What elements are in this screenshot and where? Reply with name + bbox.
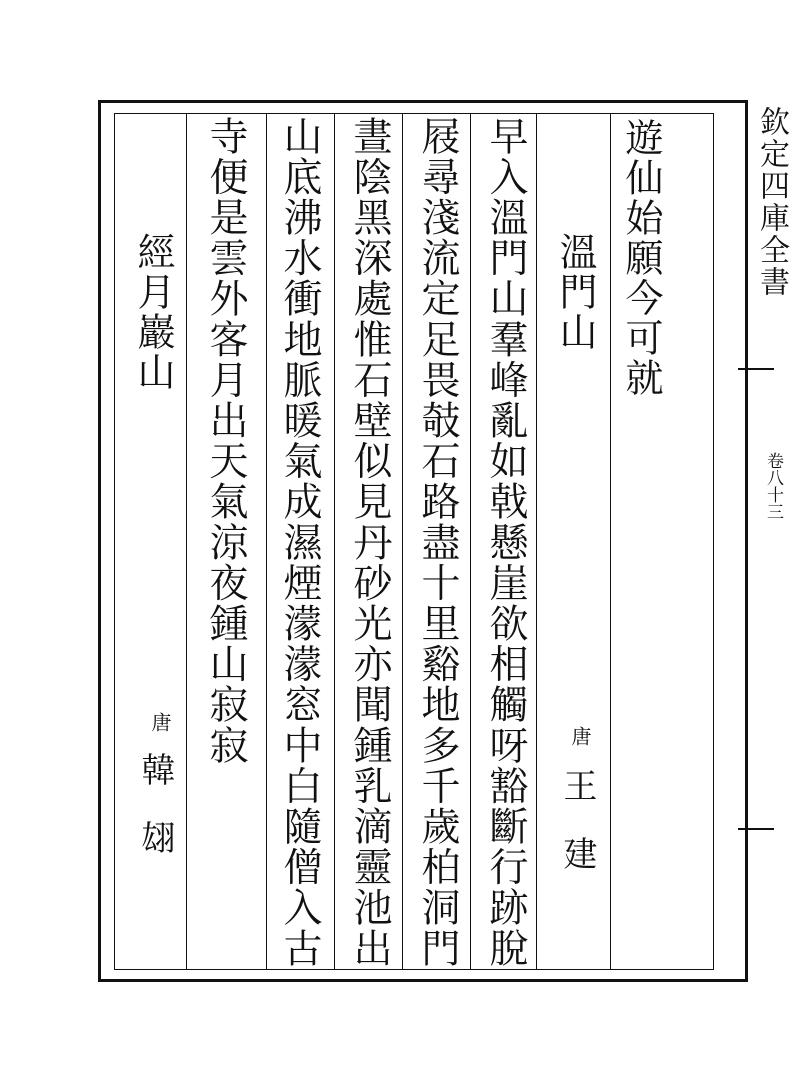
column-divider <box>334 113 335 970</box>
poem-title-jingyueyanshan: 經月巖山 <box>131 232 175 392</box>
column-divider <box>186 113 187 970</box>
column-divider <box>470 113 471 970</box>
text-column-1: 遊仙始願今可就 <box>619 118 663 398</box>
volume-number: 卷八十三 <box>763 452 783 520</box>
book-title: 欽定四庫全書 <box>754 106 789 298</box>
dynasty-label: 唐 <box>568 726 592 746</box>
text-column-6: 山底沸水衝地脈暖氣成濕煙濛濛窓中白隨僧入古 <box>277 116 322 969</box>
text-column-5: 晝陰黑深處惟石壁似見丹砂光亦聞鍾乳滴靈池出 <box>347 116 392 969</box>
column-divider <box>536 113 537 970</box>
text-column-3: 早入溫門山羣峰亂如戟懸崖欲相觸呀豁斷行跡脫 <box>483 116 528 969</box>
poem-title-wenmenshan: 溫門山 <box>553 232 597 352</box>
column-divider <box>610 113 611 970</box>
gutter-fish-tail <box>738 368 774 370</box>
column-divider <box>266 113 267 970</box>
gutter-rule <box>738 828 774 830</box>
author-name: 王 建 <box>557 768 597 870</box>
author-name: 韓 翃 <box>135 752 175 854</box>
text-column-4: 屐尋淺流定足畏攲石路盡十里谿地多千歲柏洞門 <box>415 116 460 969</box>
column-divider <box>402 113 403 970</box>
text-column-7: 寺便是雲外客月出天氣涼夜鍾山寂寂 <box>203 116 248 766</box>
dynasty-label: 唐 <box>148 712 172 732</box>
